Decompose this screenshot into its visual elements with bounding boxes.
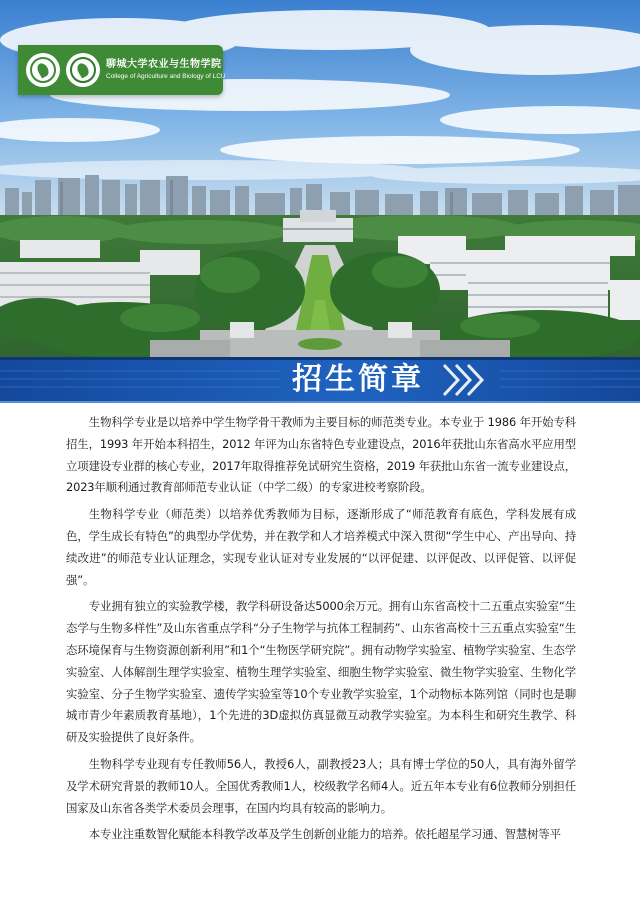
title-banner (0, 357, 640, 403)
college-name-en: College of Agriculture and Biology of LCU (106, 72, 226, 80)
brochure-body (66, 412, 576, 846)
college-logo-banner (18, 45, 226, 95)
paragraph-teaching-reform: 本专业注重数智化赋能本科教学改革及学生创新创业能力的培养。依托超星学习通、智慧树等平 (88, 827, 561, 842)
college-name-cn: 聊城大学农业与生物学院 (106, 58, 222, 70)
chevron-right-icon (440, 361, 490, 399)
paragraph-philosophy: 生物科学专业（师范类）以培养优秀教师为目标，逐渐形成了“师范教育有底色，学科发展有成色，学生成长有特色”的典型办学优势，并在教学和人才培养模式中深入贯彻“学生中心、产出导向、持续改进”的师范专业认证理念，实现专业认证对专业发展的“以评促建、以评促改、以评促管、以评促强”。 (66, 507, 576, 587)
paragraph-facilities: 专业拥有独立的实验教学楼，教学科研设备达5000余万元。拥有山东省高校十二五重点实验室“生态学与生物多样性”及山东省重点学科“分子生物学与抗体工程制药”、山东省高校十三五重点实验室“生态环境保育与生物资源创新利用”和1个“生物医学研究院”。拥有动物学实验室、植物学实验室、生态学实验室、人体解剖生理学实验室、植物生理学实验室、细胞生物学实验室、微生物学实验室、生物化学实验室、分子生物学实验室、遗传学实验室等10个专业教学实验室，1个动物标本陈列馆（同时也是聊城市青少年素质教育基地），1个先进的3D虚拟仿真显微互动教学实验室。为本科生和研究生教学、科研及实验提供了良好条件。 (66, 599, 576, 745)
paragraph-faculty: 生物科学专业现有专任教师56人，教授6人，副教授23人；具有博士学位的50人，具有海外留学及学术研究背景的教师10人。全国优秀教师1人，校级教学名师4人。近五年本专业有6位教师分别担任国家及山东省各类学术委员会理事，在国内均具有较高的影响力。 (66, 756, 576, 815)
paragraph-history: 生物科学专业是以培养中学生物学骨干教师为主要目标的师范类专业。本专业于 1986 年开始专科招生，1993 年开始本科招生，2012 年评为山东省特色专业建设点，2016年获批山东省高水平应用型立项建设专业群的核心专业，2017年取得推荐免试研究生资格，2019 年获批山东省一流专业建设点，2023年顺利通过教育部师范专业认证（中学二级）的专家进校考察阶段。 (66, 415, 576, 495)
university-emblem-icon (26, 53, 60, 87)
college-emblem-icon (66, 53, 100, 87)
page-title: 招生简章 (292, 362, 424, 397)
college-logo-text (106, 60, 226, 81)
banner-bottom-stripe (0, 401, 640, 403)
